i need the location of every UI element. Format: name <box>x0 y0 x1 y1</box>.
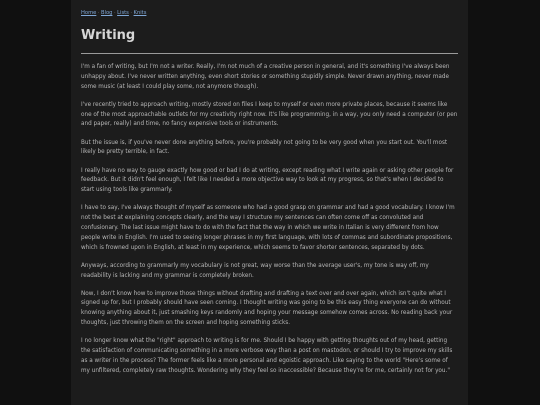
page-container <box>71 0 468 405</box>
breadcrumb-separator: · <box>97 10 100 16</box>
article-paragraph: I've recently tried to approach writing, mostly stored on files I keep to myself or even more private places, because it seems like one of the most approachable outlets for my creativity right now. It's like programming, in a way, you only need a computer (or pen and paper, really) and time, no fancy expensive tools or instruments. <box>81 101 458 128</box>
breadcrumb <box>81 10 458 17</box>
breadcrumb-separator: · <box>113 10 116 16</box>
article-body <box>81 63 458 376</box>
page-title: Writing <box>81 28 458 54</box>
article-paragraph: I have to say, I've always thought of myself as someone who had a good grasp on grammar and had a good vocabulary. I know I'm not the best at explaining concepts clearly, and the way I structure my sentences can often come off as convoluted and confusionary. The last issue might have to do with the fact that the way in which we write in Italian is very different from how people write in English. I'm used to seeing longer phrases in my first language, with lots of commas and subordinate propositions, which is frowned upon in English, at least in my experience, which seems to favor shorter sentences, separated by dots. <box>81 205 455 251</box>
content-wrapper <box>71 0 468 376</box>
breadcrumb-link-home[interactable]: Home <box>81 10 97 16</box>
article-paragraph: But the issue is, if you've never done anything before, you're probably not going to be very good when you start out. You'll most likely be pretty terrible, in fact. <box>81 139 448 156</box>
breadcrumb-link-blog[interactable]: Blog <box>100 10 113 16</box>
article-paragraph: I really have no way to gauge exactly how good or bad I do at writing, except reading what I write again or asking other people for feedback. But it didn't feel enough, I felt like I needed a more objective way to look at my progress, so that's when I decided to start using tools like grammarly. <box>81 167 454 194</box>
breadcrumb-separator: · <box>130 10 133 16</box>
breadcrumb-link-lists[interactable]: Lists <box>117 10 129 16</box>
article-paragraph: I'm a fan of writing, but I'm not a writer. Really, I'm not much of a creative person in general, and it's something I've always been unhappy about. I've never written anything, even short stories or something stupidly simple. Never drawn anything, never made some music (at least I could play some, not anymore though). <box>81 64 450 90</box>
article-paragraph: Now, I don't know how to improve those things without drafting and drafting a text over and over again, which isn't quite what I signed up for, but I probably should have seen coming. I thought writing was going to be this easy thing everyone can do without knowing anything about it, just smashing keys randomly and hoping your message somehow comes across. No reading back your thoughts, just throwing them on the screen and hoping something sticks. <box>81 290 453 327</box>
article-paragraph: I no longer know what the "right" approach to writing is for me. Should I be happy with getting thoughts out of my head, getting the satisfaction of communicating something in a more verbose way than a post on mastodon, or should I try to improve my skills as a writer in the process? The former feels like a more personal and egoistic approach. Like saying to the world "Here's some of my unfiltered, completely raw thoughts. Wondering why they feel so inaccessible? Because they're for me, certainly not for you." <box>81 338 453 374</box>
article-paragraph: Anyways, according to grammarly my vocabulary is not great, way worse than the average user's, my tone is way off, my readability is lacking and my grammar is completely broken. <box>81 262 429 279</box>
breadcrumb-link-knits[interactable]: Knits <box>133 10 147 16</box>
